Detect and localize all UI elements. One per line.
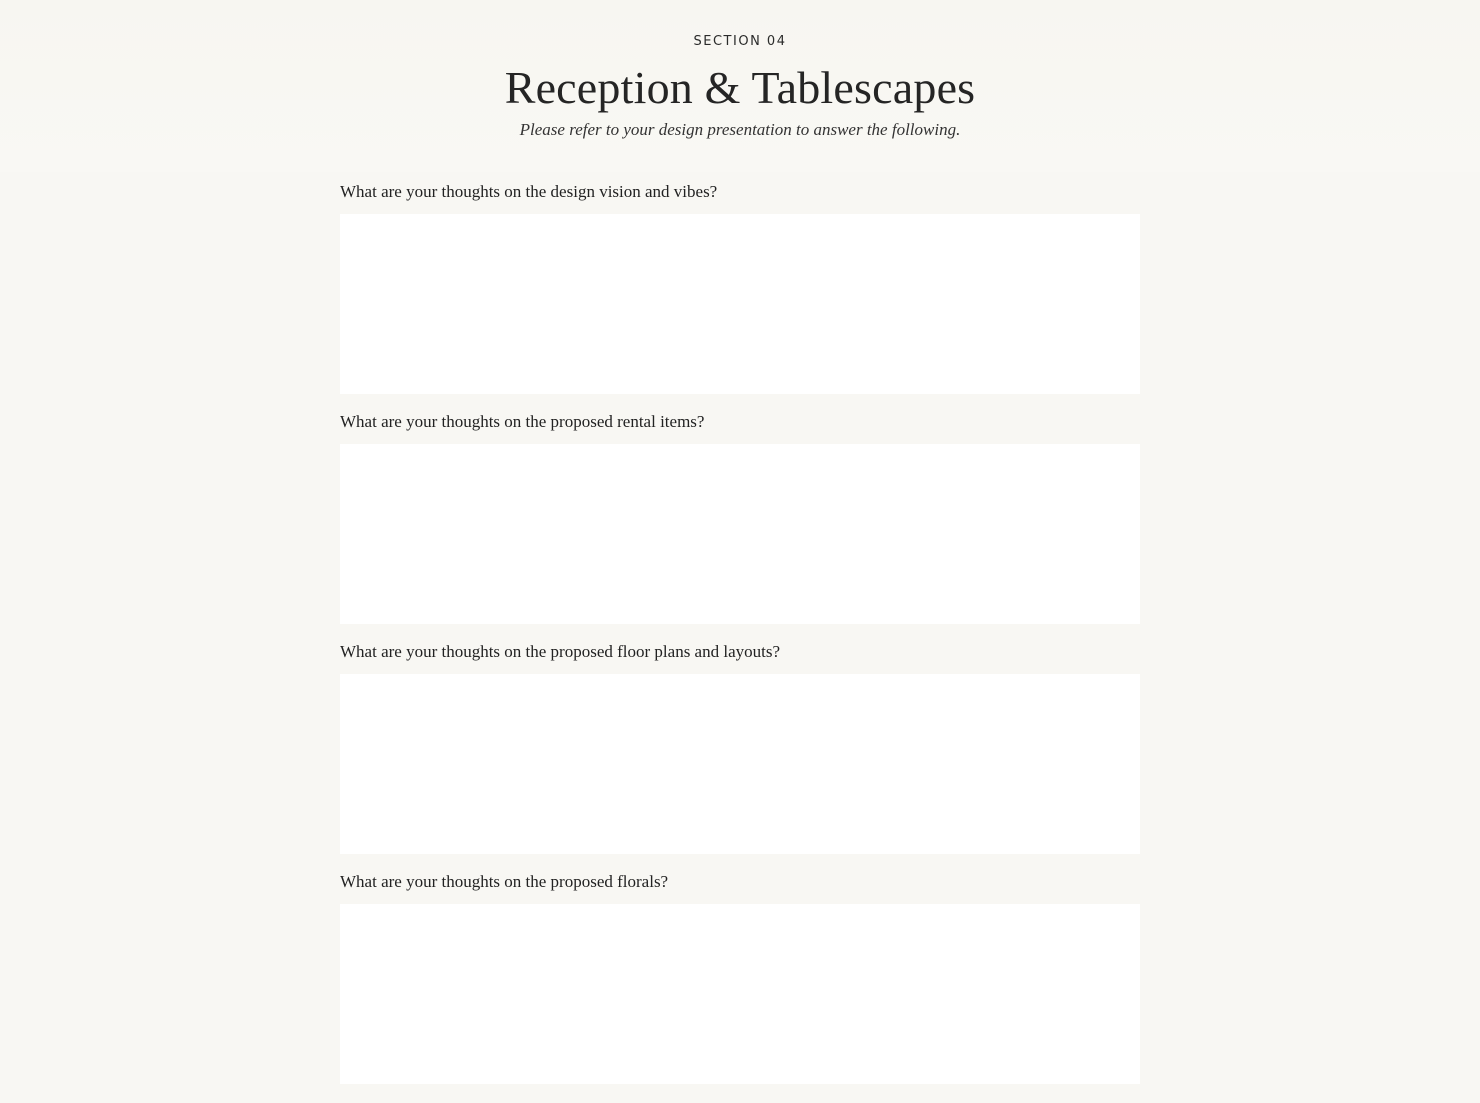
- section-header: [0, 0, 1480, 172]
- section-instructions: Please refer to your design presentation to answer the following.: [519, 120, 961, 139]
- rental-items-answer-field[interactable]: [340, 444, 1140, 624]
- question-label: What are your thoughts on the proposed floor plans and layouts?: [340, 642, 781, 661]
- question-label: What are your thoughts on the proposed florals?: [340, 872, 669, 891]
- feedback-form: [340, 172, 1140, 1084]
- question-label: What are your thoughts on the proposed rental items?: [340, 412, 705, 431]
- design-vision-answer-field[interactable]: [340, 214, 1140, 394]
- floor-plans-answer-field[interactable]: [340, 674, 1140, 854]
- section-number: SECTION 04: [693, 34, 787, 49]
- florals-answer-field[interactable]: [340, 904, 1140, 1084]
- question-design-vision: [340, 181, 1140, 394]
- question-rental-items: [340, 411, 1140, 624]
- question-florals: [340, 871, 1140, 1084]
- question-floor-plans: [340, 641, 1140, 854]
- page-title: Reception & Tablescapes: [504, 62, 976, 113]
- question-label: What are your thoughts on the design vision and vibes?: [340, 182, 718, 201]
